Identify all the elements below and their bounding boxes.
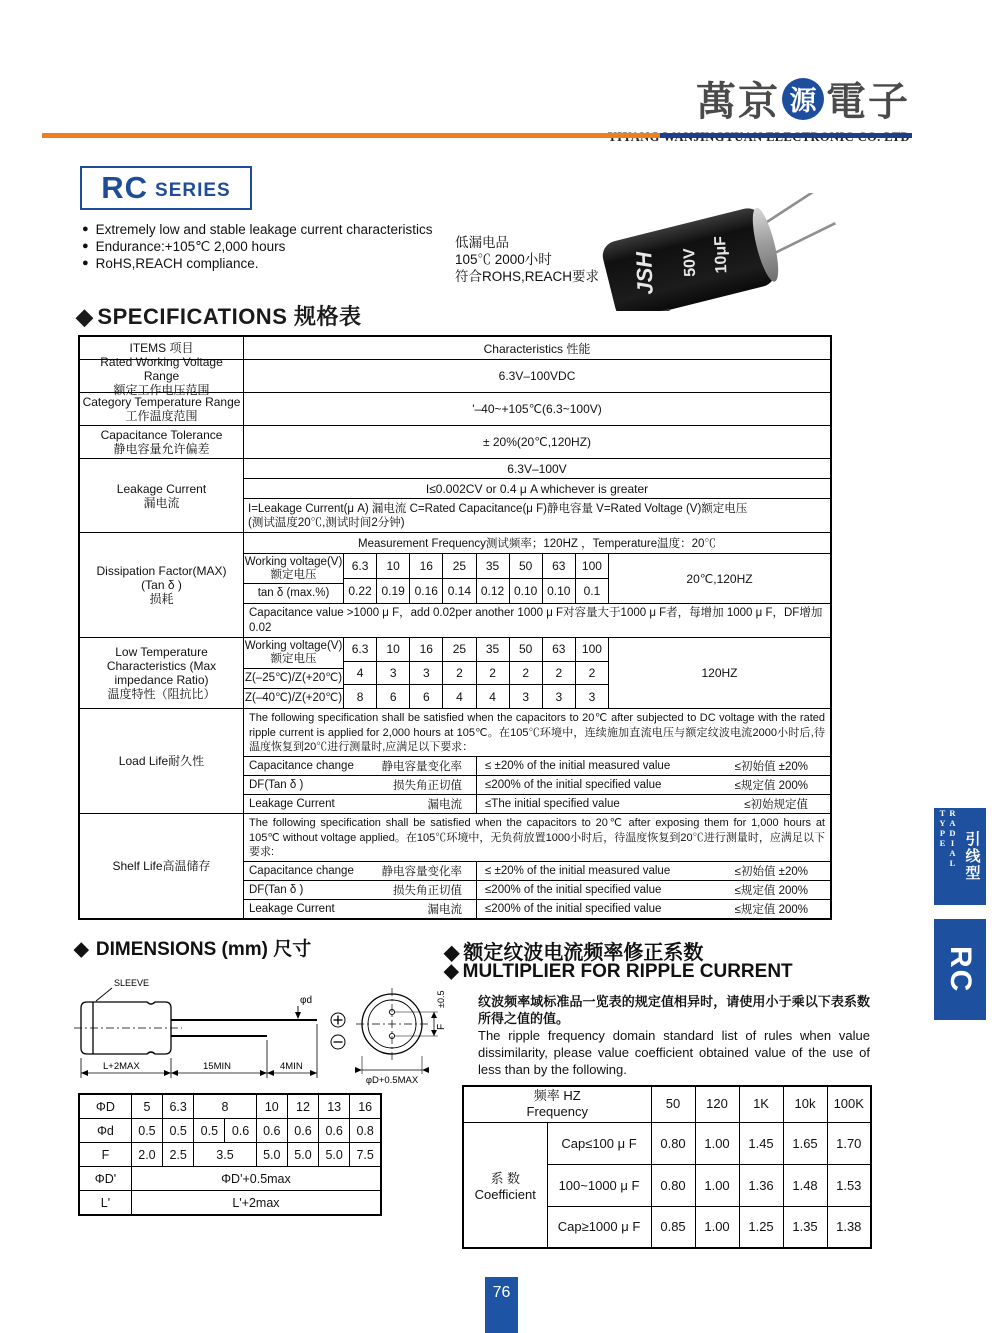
leakage-range: 6.3V–100V xyxy=(507,461,567,476)
side-tab-radial-type xyxy=(934,808,986,905)
dim-cell: 3.5 xyxy=(194,1143,256,1167)
row-label-en3: impedance Ratio) xyxy=(114,673,209,687)
spec-row-lowtemp xyxy=(80,637,830,708)
coef-cell: 0.80 xyxy=(651,1122,695,1164)
tan-cell: 0.19 xyxy=(377,579,410,603)
lead-spacing-label: F xyxy=(436,1023,447,1030)
frequency-label-en: Frequency xyxy=(526,1104,588,1120)
voltage-cell: 25 xyxy=(443,638,476,661)
cap-range-label: Cap≤100 μ F xyxy=(547,1122,651,1164)
dim-row-F xyxy=(79,1143,381,1167)
working-voltage-label-en: Working voltage(V) xyxy=(244,640,343,652)
life-item-zh: 静电容量变化率 xyxy=(381,761,462,773)
freq-cell: 10k xyxy=(783,1086,827,1122)
tan-cell: 0.1 xyxy=(583,584,601,598)
row-value: ± 20%(20℃,120HZ) xyxy=(482,435,592,449)
coefficient-label-zh: 系 数 xyxy=(490,1170,521,1186)
leakage-formula: I≤0.002CV or 0.4 μ A whichever is greater xyxy=(244,478,830,498)
life-item-zh: 漏电流 xyxy=(427,904,462,916)
specifications-heading: ◆ SPECIFICATIONS 规格表 xyxy=(76,300,361,331)
z25-cell: 3 xyxy=(410,662,443,685)
dim-cell: 5 xyxy=(131,1094,162,1119)
working-voltage-label-en: Working voltage(V) xyxy=(244,555,343,568)
freq-cell: 1K xyxy=(739,1086,783,1122)
row-label-en2: Characteristics (Max xyxy=(106,659,217,673)
logo-circle-icon: 源 xyxy=(782,78,824,120)
tan-cell: 0.10 xyxy=(543,579,576,603)
spec-row-loadlife xyxy=(80,708,830,813)
dim-cell: 13 xyxy=(319,1094,350,1119)
dim-label: Φd xyxy=(79,1119,131,1143)
dimensions-drawing xyxy=(70,972,450,1090)
row-value: '–40~+105℃(6.3~100V) xyxy=(472,402,602,416)
coef-cell: 1.65 xyxy=(783,1122,827,1164)
ripple-paragraph-zh: 纹波频率域标准品一览表的规定值相异时，请使用小于乘以下表系数所得之值的值。 xyxy=(478,994,870,1026)
capacitor-voltage-label: 50V xyxy=(681,247,700,278)
body-diameter-label: φD+0.5MAX xyxy=(365,1075,419,1086)
lead-length-label: 15MIN xyxy=(203,1061,231,1072)
coef-cell: 1.48 xyxy=(783,1164,827,1206)
ripple-row xyxy=(463,1122,871,1164)
spec-row-shelflife xyxy=(80,813,830,918)
dim-cell: L'+2max xyxy=(131,1191,381,1216)
dim-row-d xyxy=(79,1119,381,1143)
coef-cell: 1.45 xyxy=(739,1122,783,1164)
frequency-label-zh: 频率 HZ xyxy=(533,1088,581,1104)
coef-cell: 1.00 xyxy=(695,1122,739,1164)
z40-cell: 8 xyxy=(344,685,377,708)
dim-label: F xyxy=(79,1143,131,1167)
dim-cell: 0.6 xyxy=(287,1119,318,1143)
voltage-cell: 100 xyxy=(581,559,602,573)
dim-cell: 16 xyxy=(350,1094,381,1119)
feature-item: ● RoHS,REACH compliance. xyxy=(82,255,433,272)
row-label-en: Capacitance Tolerance xyxy=(100,428,223,442)
coef-cell: 1.25 xyxy=(739,1206,783,1248)
spec-header-items: ITEMS 项目 xyxy=(80,337,244,359)
coef-cell: 1.35 xyxy=(783,1206,827,1248)
dim-cell: 0.6 xyxy=(319,1119,350,1143)
dim-cell: 5.0 xyxy=(287,1143,318,1167)
life-value-en: ≤200% of the initial specified value xyxy=(485,779,662,791)
ripple-heading-zh: ◆ 额定纹波电流频率修正系数 xyxy=(444,936,703,965)
lead-diameter-label: φd xyxy=(300,995,313,1006)
dim-cell: 2.5 xyxy=(163,1143,194,1167)
dimensions-table xyxy=(78,1093,382,1216)
df-note: Capacitance value >1000 μ F，add 0.02per another 1000 μ F对容量大于1000 μ F者，每增加 1000 μ F，DF增加0.02 xyxy=(244,603,830,637)
z25-label: Z(–25℃)/Z(+20℃) xyxy=(244,668,343,688)
life-value-en: ≤200% of the initial specified value xyxy=(485,884,662,896)
series-tab-label: RC xyxy=(944,945,977,994)
feature-bullets-zh xyxy=(455,234,599,285)
life-item-en: Leakage Current xyxy=(249,798,335,810)
dim-cell: 7.5 xyxy=(350,1143,381,1167)
voltage-cell: 6.3 xyxy=(344,638,377,661)
voltage-cell: 10 xyxy=(377,638,410,661)
z25-cell: 2 xyxy=(588,666,596,680)
life-value-en: ≤200% of the initial specified value xyxy=(485,903,662,915)
radial-type-label: RADIAL TYPE xyxy=(937,808,958,868)
z40-cell: 3 xyxy=(510,685,543,708)
coef-cell: 1.00 xyxy=(695,1164,739,1206)
series-title-box xyxy=(80,166,252,210)
series-subtitle: SERIES xyxy=(155,180,231,201)
coef-cell: 1.38 xyxy=(827,1206,871,1248)
tan-cell: 0.14 xyxy=(443,579,476,603)
life-value-zh: ≤初始规定值 xyxy=(744,799,808,811)
life-value-en: ≤ ±20% of the initial measured value xyxy=(485,760,671,772)
z40-cell: 3 xyxy=(543,685,576,708)
lead-spacing-tolerance-label: ±0.5 xyxy=(436,990,446,1008)
radial-type-label-zh: 引线型 xyxy=(963,831,981,882)
row-label-en2: (Tan δ ) xyxy=(141,578,182,592)
life-item-en: Leakage Current xyxy=(249,903,335,915)
freq-cell: 50 xyxy=(651,1086,695,1122)
lowtemp-condition: 120HZ xyxy=(608,638,830,708)
z40-cell: 6 xyxy=(410,685,443,708)
tan-cell: 0.22 xyxy=(344,579,377,603)
polarity-plus-icon xyxy=(331,1013,345,1027)
freq-cell: 100K xyxy=(827,1086,871,1122)
spec-row-tolerance xyxy=(80,425,830,458)
header-divider xyxy=(42,133,912,138)
voltage-cell: 16 xyxy=(410,638,443,661)
row-label-zh: 工作温度范围 xyxy=(125,409,198,423)
cap-range-label: Cap≥1000 μ F xyxy=(547,1206,651,1248)
life-item-en: DF(Tan δ ) xyxy=(249,884,304,896)
row-label-en: Low Temperature xyxy=(115,645,208,659)
coef-cell: 1.53 xyxy=(827,1164,871,1206)
df-measurement-note: Measurement Frequency测试频率；120HZ ，Temperature温度：20℃ xyxy=(358,538,716,550)
voltage-cell: 6.3 xyxy=(344,554,377,578)
life-value-en: ≤The initial specified value xyxy=(485,798,620,810)
spec-row-temperature xyxy=(80,392,830,425)
working-voltage-label-zh: 额定电压 xyxy=(270,568,317,581)
row-label-en: Dissipation Factor(MAX) xyxy=(96,564,227,578)
life-value-zh: ≤规定值 200% xyxy=(734,780,808,792)
capacitor-brand-label: JSH xyxy=(631,251,658,296)
dim-cell: 10 xyxy=(256,1094,287,1119)
dim-cell: 0.6 xyxy=(225,1119,256,1143)
feature-item-zh: 符合ROHS,REACH要求 xyxy=(455,269,600,284)
freq-cell: 120 xyxy=(695,1086,739,1122)
coef-cell: 0.80 xyxy=(651,1164,695,1206)
working-voltage-label-zh: 额定电压 xyxy=(270,653,317,665)
life-item-en: Capacitance change xyxy=(249,760,354,772)
specifications-table xyxy=(78,335,832,920)
tan-delta-label: tan δ (max.%) xyxy=(244,583,343,603)
voltage-cell: 100 xyxy=(581,642,602,657)
loadlife-label: Load Life耐久性 xyxy=(80,709,244,813)
capacitor-capacity-label: 10μF xyxy=(712,235,731,274)
z40-cell: 4 xyxy=(443,685,476,708)
dim-row-Dprime xyxy=(79,1167,381,1191)
z40-label: Z(–40℃)/Z(+20℃) xyxy=(244,688,343,708)
ripple-table xyxy=(462,1085,872,1249)
dim-cell: 0.8 xyxy=(350,1119,381,1143)
dim-label: ΦD' xyxy=(79,1167,131,1191)
life-value-zh: ≤初始值 ±20% xyxy=(734,761,808,773)
logo-text-right: 電子 xyxy=(826,79,910,124)
feature-item: ● Extremely low and stable leakage current characteristics xyxy=(82,221,433,238)
spec-row-voltage xyxy=(80,355,830,397)
dim-label: L' xyxy=(79,1191,131,1216)
shelflife-intro: The following specification shall be satisfied when the capacitors to 20℃ after exposing them for 1,000 hours at 105℃ without voltage applied。在105℃环境中，无负荷放置1000小时后，待温度恢复到20℃进行测量时，应满足以下要求: xyxy=(249,817,825,858)
divider-orange-segment xyxy=(42,133,660,138)
voltage-cell: 63 xyxy=(543,638,576,661)
ripple-header-row xyxy=(463,1086,871,1122)
z25-cell: 2 xyxy=(443,662,476,685)
voltage-cell: 50 xyxy=(510,554,543,578)
spec-header-chars: Characteristics 性能 xyxy=(483,341,591,356)
tan-cell: 0.10 xyxy=(510,579,543,603)
z40-cell: 3 xyxy=(588,689,596,704)
life-value-zh: ≤规定值 200% xyxy=(734,885,808,897)
loadlife-intro: The following specification shall be satisfied when the capacitors to 20℃ after subjected to DC voltage with the rated ripple current is applied for 2,000 hours at 105℃。在105℃环境中，连续施加直流电压与额定纹波电流2000小时后,待温度恢复到20℃进行测量时,应满足以下要求： xyxy=(249,712,825,753)
z25-cell: 2 xyxy=(510,662,543,685)
side-tab-series-rc xyxy=(934,919,986,1020)
tan-cell: 0.16 xyxy=(410,579,443,603)
voltage-cell: 25 xyxy=(443,554,476,578)
coef-cell: 1.36 xyxy=(739,1164,783,1206)
voltage-cell: 63 xyxy=(543,554,576,578)
dim-row-Lprime xyxy=(79,1191,381,1216)
z25-cell: 2 xyxy=(477,662,510,685)
coefficient-label-en: Coefficient xyxy=(474,1186,536,1202)
row-label-zh: 损耗 xyxy=(149,592,174,606)
life-item-zh: 漏电流 xyxy=(427,799,462,811)
dim-cell: 0.6 xyxy=(256,1119,287,1143)
lead-tip-label: 4MIN xyxy=(280,1061,303,1072)
dim-cell: 2.0 xyxy=(131,1143,162,1167)
feature-item-zh: 105℃ 2000小时 xyxy=(455,252,552,267)
life-item-en: DF(Tan δ ) xyxy=(249,779,304,791)
dim-cell: 5.0 xyxy=(319,1143,350,1167)
life-item-en: Capacitance change xyxy=(249,865,354,877)
divider-blue-segment xyxy=(660,133,912,138)
feature-bullets xyxy=(82,221,433,272)
life-item-zh: 静电容量变化率 xyxy=(381,866,462,878)
polarity-minus-icon xyxy=(331,1035,345,1049)
leakage-note-line1: I=Leakage Current(μ A) 漏电流 C=Rated Capacitance(μ F)静电容量 V=Rated Voltage (V)额定电压 xyxy=(248,502,748,515)
feature-item-zh: 低漏电品 xyxy=(455,235,509,250)
life-value-en: ≤ ±20% of the initial measured value xyxy=(485,865,671,877)
ripple-heading-en: ◆ MULTIPLIER FOR RIPPLE CURRENT xyxy=(444,960,793,983)
dim-cell: 0.5 xyxy=(163,1119,194,1143)
dimensions-heading: ◆ DIMENSIONS (mm) 尺寸 xyxy=(74,934,311,961)
row-label-zh: 额定工作电压范围 xyxy=(113,383,210,397)
sleeve-label: SLEEVE xyxy=(114,978,150,988)
row-label-zh: 漏电流 xyxy=(143,495,180,510)
voltage-cell: 35 xyxy=(477,554,510,578)
voltage-cell: 50 xyxy=(510,638,543,661)
shelflife-label: Shelf Life高温储存 xyxy=(80,814,244,918)
capacitor-photo xyxy=(588,193,848,311)
series-title: RC xyxy=(101,170,149,205)
tan-cell: 0.12 xyxy=(477,579,510,603)
logo-text-left: 萬京 xyxy=(696,79,780,124)
dim-cell: 8 xyxy=(194,1094,256,1119)
z25-cell: 3 xyxy=(377,662,410,685)
dim-cell: 0.5 xyxy=(131,1119,162,1143)
spec-row-leakage xyxy=(80,458,830,532)
cap-range-label: 100~1000 μ F xyxy=(547,1164,651,1206)
voltage-cell: 35 xyxy=(477,638,510,661)
z40-cell: 6 xyxy=(377,685,410,708)
life-item-zh: 损失角正切值 xyxy=(393,885,462,897)
row-label-zh: 温度特性（阻抗比） xyxy=(107,687,216,701)
row-label-en: Rated Working Voltage Range xyxy=(100,355,223,383)
dim-row-D xyxy=(79,1094,381,1119)
coef-cell: 1.70 xyxy=(827,1122,871,1164)
z40-cell: 4 xyxy=(477,685,510,708)
dim-cell: ΦD'+0.5max xyxy=(131,1167,381,1191)
coef-cell: 1.00 xyxy=(695,1206,739,1248)
page-number: 76 xyxy=(485,1277,518,1333)
row-label-en: Leakage Current xyxy=(116,481,207,496)
dim-cell: 12 xyxy=(287,1094,318,1119)
ripple-paragraph-en: The ripple frequency domain standard list of rules when value dissimilarity, please value coefficient obtained value of the use of less than by the following. xyxy=(478,1028,870,1077)
dim-cell: 5.0 xyxy=(256,1143,287,1167)
z25-cell: 2 xyxy=(543,662,576,685)
body-length-label: L+2MAX xyxy=(103,1061,140,1072)
dim-cell: 0.5 xyxy=(194,1119,225,1143)
life-value-zh: ≤规定值 200% xyxy=(734,904,808,916)
dim-cell: 6.3 xyxy=(163,1094,194,1119)
voltage-cell: 10 xyxy=(377,554,410,578)
row-label-en: Category Temperature Range xyxy=(82,395,241,409)
dim-label: ΦD xyxy=(79,1094,131,1119)
coef-cell: 0.85 xyxy=(651,1206,695,1248)
leakage-note-line2: (测试温度20℃,测试时间2分钟) xyxy=(248,516,405,529)
life-item-zh: 损失角正切值 xyxy=(393,780,462,792)
df-condition: 20℃,120HZ xyxy=(608,554,830,603)
row-value: 6.3V–100VDC xyxy=(498,369,576,383)
row-label-zh: 静电容量允许偏差 xyxy=(113,442,210,456)
z25-cell: 4 xyxy=(344,662,377,685)
life-value-zh: ≤初始值 ±20% xyxy=(734,866,808,878)
feature-item: ● Endurance:+105℃ 2,000 hours xyxy=(82,238,433,255)
voltage-cell: 16 xyxy=(410,554,443,578)
spec-row-dissipation xyxy=(80,532,830,637)
